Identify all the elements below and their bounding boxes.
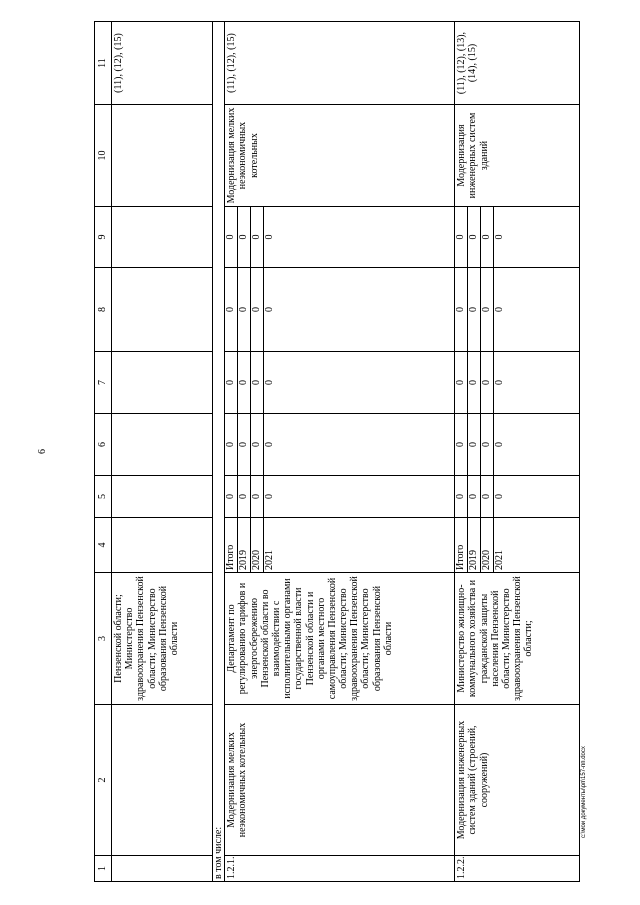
header-cell-7: 7: [95, 352, 112, 414]
header-cell-6: 6: [95, 414, 112, 476]
funding-col-6: 0 0 0 0: [455, 414, 506, 475]
year-list: Итого 2019 2020 2021: [455, 518, 506, 572]
table-row: [455, 22, 580, 882]
header-cell-5: 5: [95, 476, 112, 518]
header-cell-8: 8: [95, 268, 112, 352]
indicator-cell: (11), (12), (15): [112, 22, 213, 105]
program-table-rotated: [94, 22, 580, 882]
funding-col-5: 0 0 0 0: [225, 476, 276, 517]
program-table: [94, 21, 580, 882]
table-row: [225, 22, 455, 882]
page-number: 6: [37, 449, 48, 454]
footer-file-path: c:\мои документы\рп\157-пп.docx: [581, 746, 587, 838]
executor-cell: Департамент по регулированию тарифов и энергосбережению Пензенской области во взаимодействии с исполнительными органами государственной власти Пензенской области и органами местного самоуправления Пензенской области; Министерство здравоохранения Пензенской области; Министерство образования Пензенской области: [225, 573, 455, 705]
header-cell-2: 2: [95, 705, 112, 856]
intro-row: [213, 22, 225, 882]
funding-col-7: 0 0 0 0: [225, 352, 276, 413]
header-row: [95, 22, 112, 882]
continuation-row: [112, 22, 213, 882]
executor-cell: Министерство жилищно-коммунального хозяйства и гражданской защиты населения Пензенской области; Министерство здравоохранения Пензенской области;: [455, 573, 580, 705]
header-cell-1: 1: [95, 856, 112, 882]
funding-col-5: 0 0 0 0: [455, 476, 506, 517]
indicator-cell: (11), (12), (15): [225, 22, 455, 105]
funding-col-7: 0 0 0 0: [455, 352, 506, 413]
intro-text: в том числе:: [213, 22, 225, 882]
funding-col-8: 0 0 0 0: [225, 268, 276, 351]
funding-col-8: 0 0 0 0: [455, 268, 506, 351]
header-cell-10: 10: [95, 105, 112, 207]
measure-name: Модернизация инженерных систем зданий (строений, сооружений): [455, 705, 580, 856]
funding-col-9: 0 0 0 0: [455, 207, 506, 267]
funding-col-9: 0 0 0 0: [225, 207, 276, 267]
header-cell-11: 11: [95, 22, 112, 105]
header-cell-4: 4: [95, 518, 112, 573]
indicator-cell: (11), (12), (13), (14), (15): [455, 22, 580, 105]
executor-cell: Пензенской области; Министерство здравоохранения Пензенской области; Министерство образования Пензенской области: [112, 573, 213, 705]
row-number: 1.2.1.: [225, 856, 455, 882]
header-cell-9: 9: [95, 207, 112, 268]
result-cell: Модернизация мелких неэкономичных котельных: [225, 105, 455, 207]
row-number: 1.2.2.: [455, 856, 580, 882]
header-cell-3: 3: [95, 573, 112, 705]
result-cell: Модернизация инженерных систем зданий: [455, 105, 580, 207]
year-list: Итого 2019 2020 2021: [225, 518, 276, 572]
funding-col-6: 0 0 0 0: [225, 414, 276, 475]
measure-name: Модернизация мелких неэкономичных котельных: [225, 705, 455, 856]
